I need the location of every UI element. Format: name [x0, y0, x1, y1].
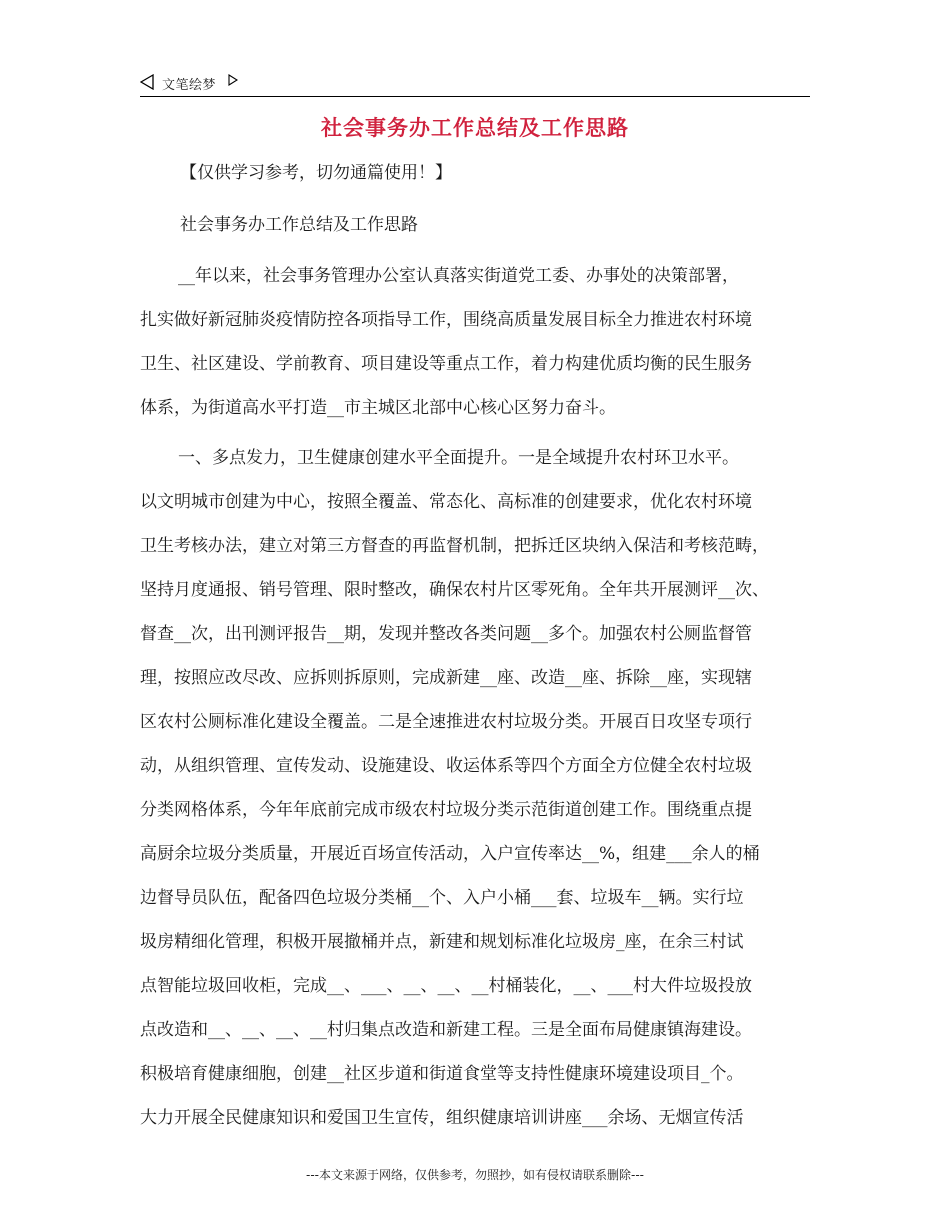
text-line: 督查__次，出刊测评报告__期，发现并整改各类问题__多个。加强农村公厕监督管 [140, 624, 752, 644]
document-title: 社会事务办工作总结及工作思路 [321, 116, 629, 140]
text-line: 分类网格体系，今年年底前完成市级农村垃圾分类示范街道创建工作。围绕重点提 [140, 800, 752, 820]
text-line: 卫生考核办法，建立对第三方督查的再监督机制，把拆迁区块纳入保洁和考核范畴， [140, 536, 769, 556]
text-line: 点改造和__、__、__、__村归集点改造和新建工程。三是全面布局健康镇海建设。 [140, 1020, 752, 1040]
subtitle-line: 社会事务办工作总结及工作思路 [180, 215, 418, 235]
footer-disclaimer: ---本文来源于网络，仅供参考，勿照抄，如有侵权请联系删除--- [306, 1168, 644, 1182]
text-line: 点智能垃圾回收柜，完成__、___、__、__、__村桶装化，__、___村大件垃圾投放 [140, 976, 752, 996]
text-line: 积极培育健康细胞，创建__社区步道和街道食堂等支持性健康环境建设项目_个。 [140, 1064, 744, 1084]
text-line: 圾房精细化管理，积极开展撤桶并点，新建和规划标准化垃圾房_座，在余三村试 [140, 932, 744, 952]
triangle-left-icon [140, 74, 154, 90]
text-line: 以文明城市创建为中心，按照全覆盖、常态化、高标准的创建要求，优化农村环境 [140, 492, 752, 512]
text-line: 动，从组织管理、宣传发动、设施建设、收运体系等四个方面全方位健全农村垃圾 [140, 756, 752, 776]
text-line: 体系，为街道高水平打造__市主城区北部中心核心区努力奋斗。 [140, 398, 616, 418]
text-line: 大力开展全民健康知识和爱国卫生宣传，组织健康培训讲座___余场、无烟宣传活 [140, 1108, 744, 1128]
text-line: 一、多点发力，卫生健康创建水平全面提升。一是全域提升农村环卫水平。 [178, 448, 739, 468]
page-header [140, 70, 810, 97]
text-line: 扎实做好新冠肺炎疫情防控各项指导工作，围绕高质量发展目标全力推进农村环境 [140, 310, 752, 330]
header-brand: 文笔绘梦 [162, 78, 217, 93]
text-line: 理，按照应改尽改、应拆则拆原则，完成新建__座、改造__座、拆除__座，实现辖 [140, 668, 752, 688]
triangle-right-icon [228, 74, 238, 86]
notice-line: 【仅供学习参考，切勿通篇使用！】 [180, 163, 452, 183]
text-line: 坚持月度通报、销号管理、限时整改，确保农村片区零死角。全年共开展测评__次、 [140, 580, 769, 600]
text-line: 高厨余垃圾分类质量，开展近百场宣传活动，入户宣传率达__%，组建___余人的桶 [140, 844, 760, 864]
text-line: 边督导员队伍，配备四色垃圾分类桶__个、入户小桶___套、垃圾车__辆。实行垃 [140, 888, 744, 908]
text-line: __年以来，社会事务管理办公室认真落实街道党工委、办事处的决策部署， [178, 266, 739, 286]
text-line: 卫生、社区建设、学前教育、项目建设等重点工作，着力构建优质均衡的民生服务 [140, 354, 752, 374]
text-line: 区农村公厕标准化建设全覆盖。二是全速推进农村垃圾分类。开展百日攻坚专项行 [140, 712, 752, 732]
